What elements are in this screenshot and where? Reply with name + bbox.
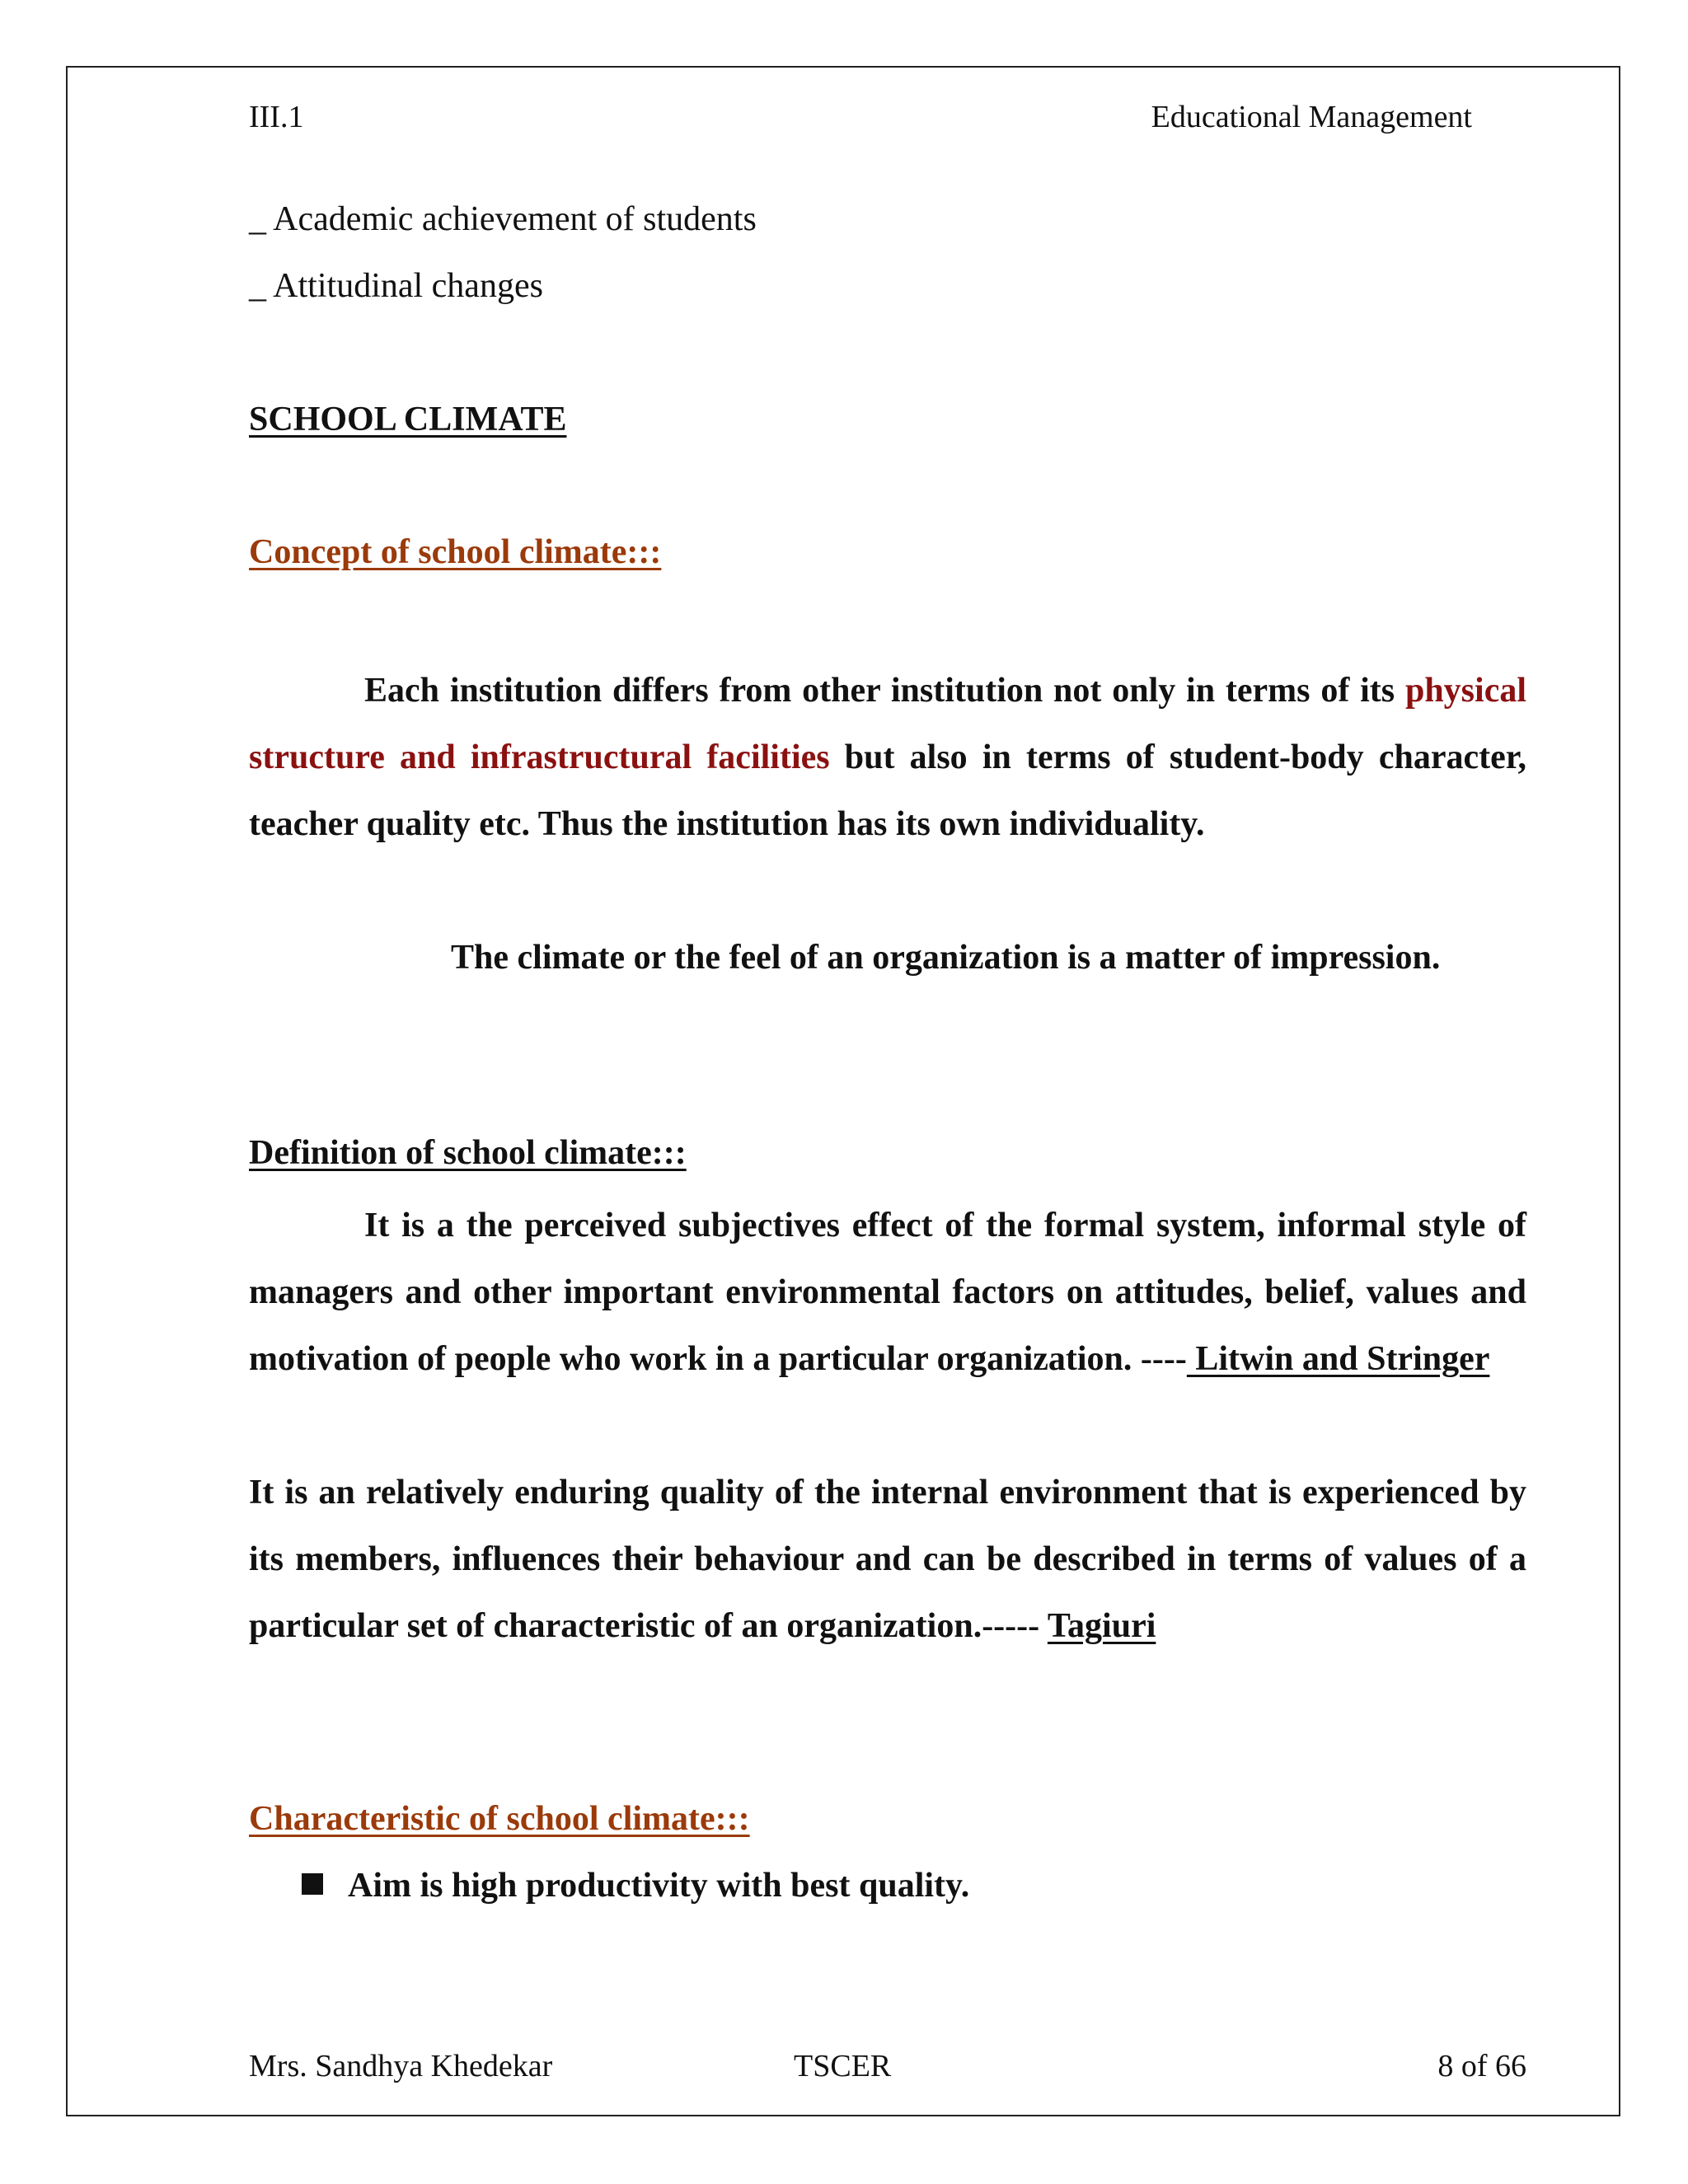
definition-1-author: Litwin and Stringer xyxy=(1186,1340,1490,1378)
definition-heading: Definition of school climate::: xyxy=(249,1134,687,1172)
definition-paragraph-2 xyxy=(249,1460,1526,1660)
square-bullet-icon xyxy=(302,1873,323,1895)
definition-2-author: Tagiuri xyxy=(1047,1607,1156,1645)
section-title-school-climate: SCHOOL CLIMATE xyxy=(249,401,567,438)
concept-impression-paragraph xyxy=(249,925,1526,991)
header-section-number: III.1 xyxy=(249,100,304,134)
definition-2-text: It is an relatively enduring quality of the internal environment that is experienced by its members, influences their behaviour and can be described in terms of values of a particular set of characteristic of an organization.----- xyxy=(249,1474,1526,1645)
concept-text-start: Each institution differs from other institution not only in terms of its xyxy=(364,672,1395,710)
definition-1-text: It is a the perceived subjectives effect of the formal system, informal style of managers and other important environmental factors on attitudes, belief, values and motivation of people who work in a particular organization. ---- xyxy=(249,1207,1526,1378)
footer-institution: TSCER xyxy=(794,2049,892,2083)
characteristic-bullet-item: Aim is high productivity with best quality. xyxy=(348,1867,970,1905)
header-subject: Educational Management xyxy=(1151,100,1472,134)
list-item: _ Academic achievement of students xyxy=(249,200,757,238)
concept-paragraph xyxy=(249,658,1526,858)
list-item: _ Attitudinal changes xyxy=(249,267,543,305)
footer-author: Mrs. Sandhya Khedekar xyxy=(249,2049,553,2083)
definition-paragraph-1 xyxy=(249,1193,1526,1393)
footer-page-number: 8 of 66 xyxy=(1437,2049,1526,2083)
concept-impression-text: The climate or the feel of an organization is a matter of impression. xyxy=(451,939,1441,977)
characteristic-heading: Characteristic of school climate::: xyxy=(249,1800,750,1838)
concept-text-end: but also in terms of student-body character, teacher quality etc. Thus the institution has its own individuality. xyxy=(249,738,1527,843)
concept-highlight: physical structure and infrastructural facilities xyxy=(249,672,1527,776)
concept-heading: Concept of school climate::: xyxy=(249,533,662,571)
